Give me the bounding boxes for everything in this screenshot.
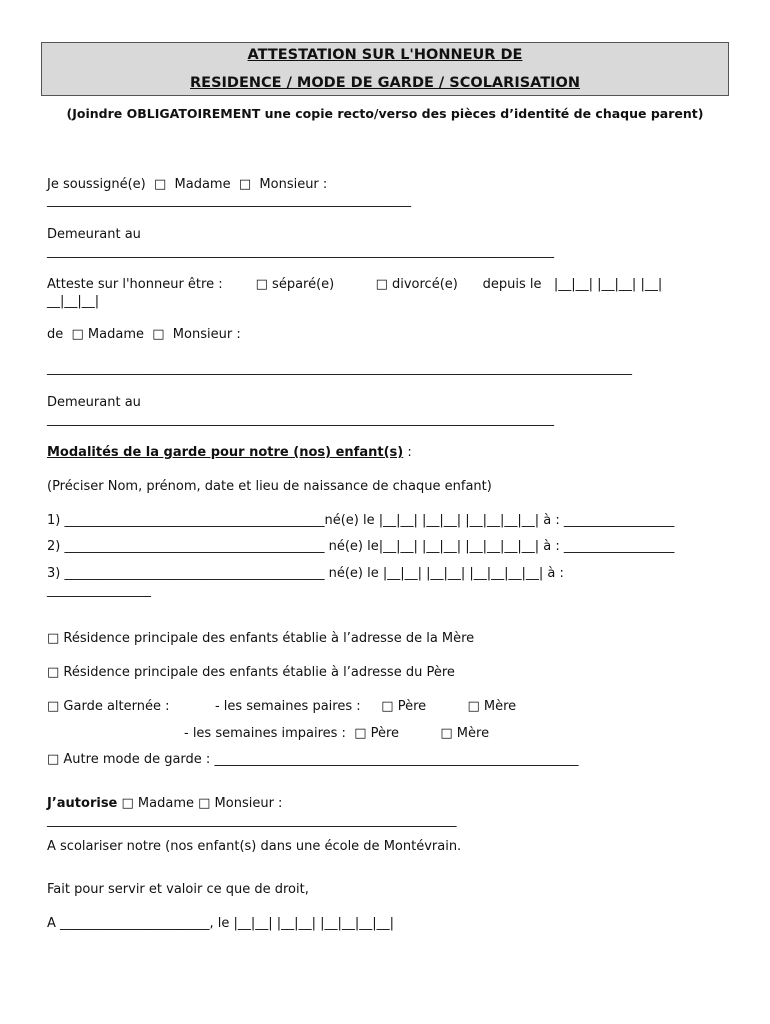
soussigne-name-field[interactable]: ________________________________________________________	[47, 193, 411, 208]
child-3-continuation[interactable]: ________________	[47, 583, 151, 598]
section-heading	[47, 445, 412, 461]
autorise-label: J’autorise	[47, 796, 118, 811]
child-3-line[interactable]: 3) ________________________________________ né(e) le |__|__| |__|__| |__|__|__|__| à :	[47, 566, 564, 581]
autorise-line	[47, 796, 282, 812]
demeurant-label-1: Demeurant au	[47, 227, 141, 242]
de-parent-line: de □ Madame □ Monsieur :	[47, 327, 241, 342]
demeurant-field-2[interactable]: ______________________________________________________________________________	[47, 412, 554, 427]
option-residence-mere[interactable]: □ Résidence principale des enfants établie à l’adresse de la Mère	[47, 631, 475, 646]
title-line-1: ATTESTATION SUR L'HONNEUR DE	[247, 47, 523, 63]
section-colon: :	[403, 445, 412, 460]
title-line-2: RESIDENCE / MODE DE GARDE / SCOLARISATION	[190, 75, 580, 91]
child-1-line[interactable]: 1) ________________________________________né(e) le |__|__| |__|__| |__|__|__|__| à : _________________	[47, 513, 675, 528]
demeurant-label-2: Demeurant au	[47, 395, 141, 410]
child-2-line[interactable]: 2) ________________________________________ né(e) le|__|__| |__|__| |__|__|__|__| à : _________________	[47, 539, 675, 554]
signature-place-date[interactable]: A _______________________, le |__|__| |__|__| |__|__|__|__|	[47, 916, 394, 931]
fait-pour-servir: Fait pour servir et valoir ce que de droit,	[47, 882, 309, 897]
parent-name-field[interactable]: __________________________________________________________________________________________	[47, 361, 632, 376]
demeurant-field-1[interactable]: ______________________________________________________________________________	[47, 244, 554, 259]
option-autre-mode[interactable]: □ Autre mode de garde : ________________________________________________________	[47, 752, 579, 767]
atteste-date-continuation[interactable]: __|__|__|	[47, 294, 100, 309]
subtitle: (Joindre OBLIGATOIREMENT une copie recto/verso des pièces d’identité de chaque parent)	[66, 106, 704, 121]
option-semaines-impaires[interactable]: - les semaines impaires : □ Père □ Mère	[184, 726, 490, 741]
autorise-options[interactable]: □ Madame □ Monsieur :	[117, 796, 283, 811]
atteste-line: Atteste sur l'honneur être : □ séparé(e) □ divorcé(e) depuis le |__|__| |__|__| |__|	[47, 277, 663, 292]
scolariser-text: A scolariser notre (nos enfant(s) dans une école de Montévrain.	[47, 839, 462, 854]
preciser-note: (Préciser Nom, prénom, date et lieu de naissance de chaque enfant)	[47, 479, 492, 494]
option-residence-pere[interactable]: □ Résidence principale des enfants établie à l’adresse du Père	[47, 665, 455, 680]
title-box	[41, 42, 729, 96]
soussigne-line: Je soussigné(e) □ Madame □ Monsieur :	[47, 177, 328, 192]
option-garde-alternee[interactable]: □ Garde alternée : - les semaines paires : □ Père □ Mère	[47, 699, 517, 714]
section-title: Modalités de la garde pour notre (nos) enfant(s)	[47, 445, 404, 460]
autorise-name-field[interactable]: _______________________________________________________________	[47, 813, 457, 828]
